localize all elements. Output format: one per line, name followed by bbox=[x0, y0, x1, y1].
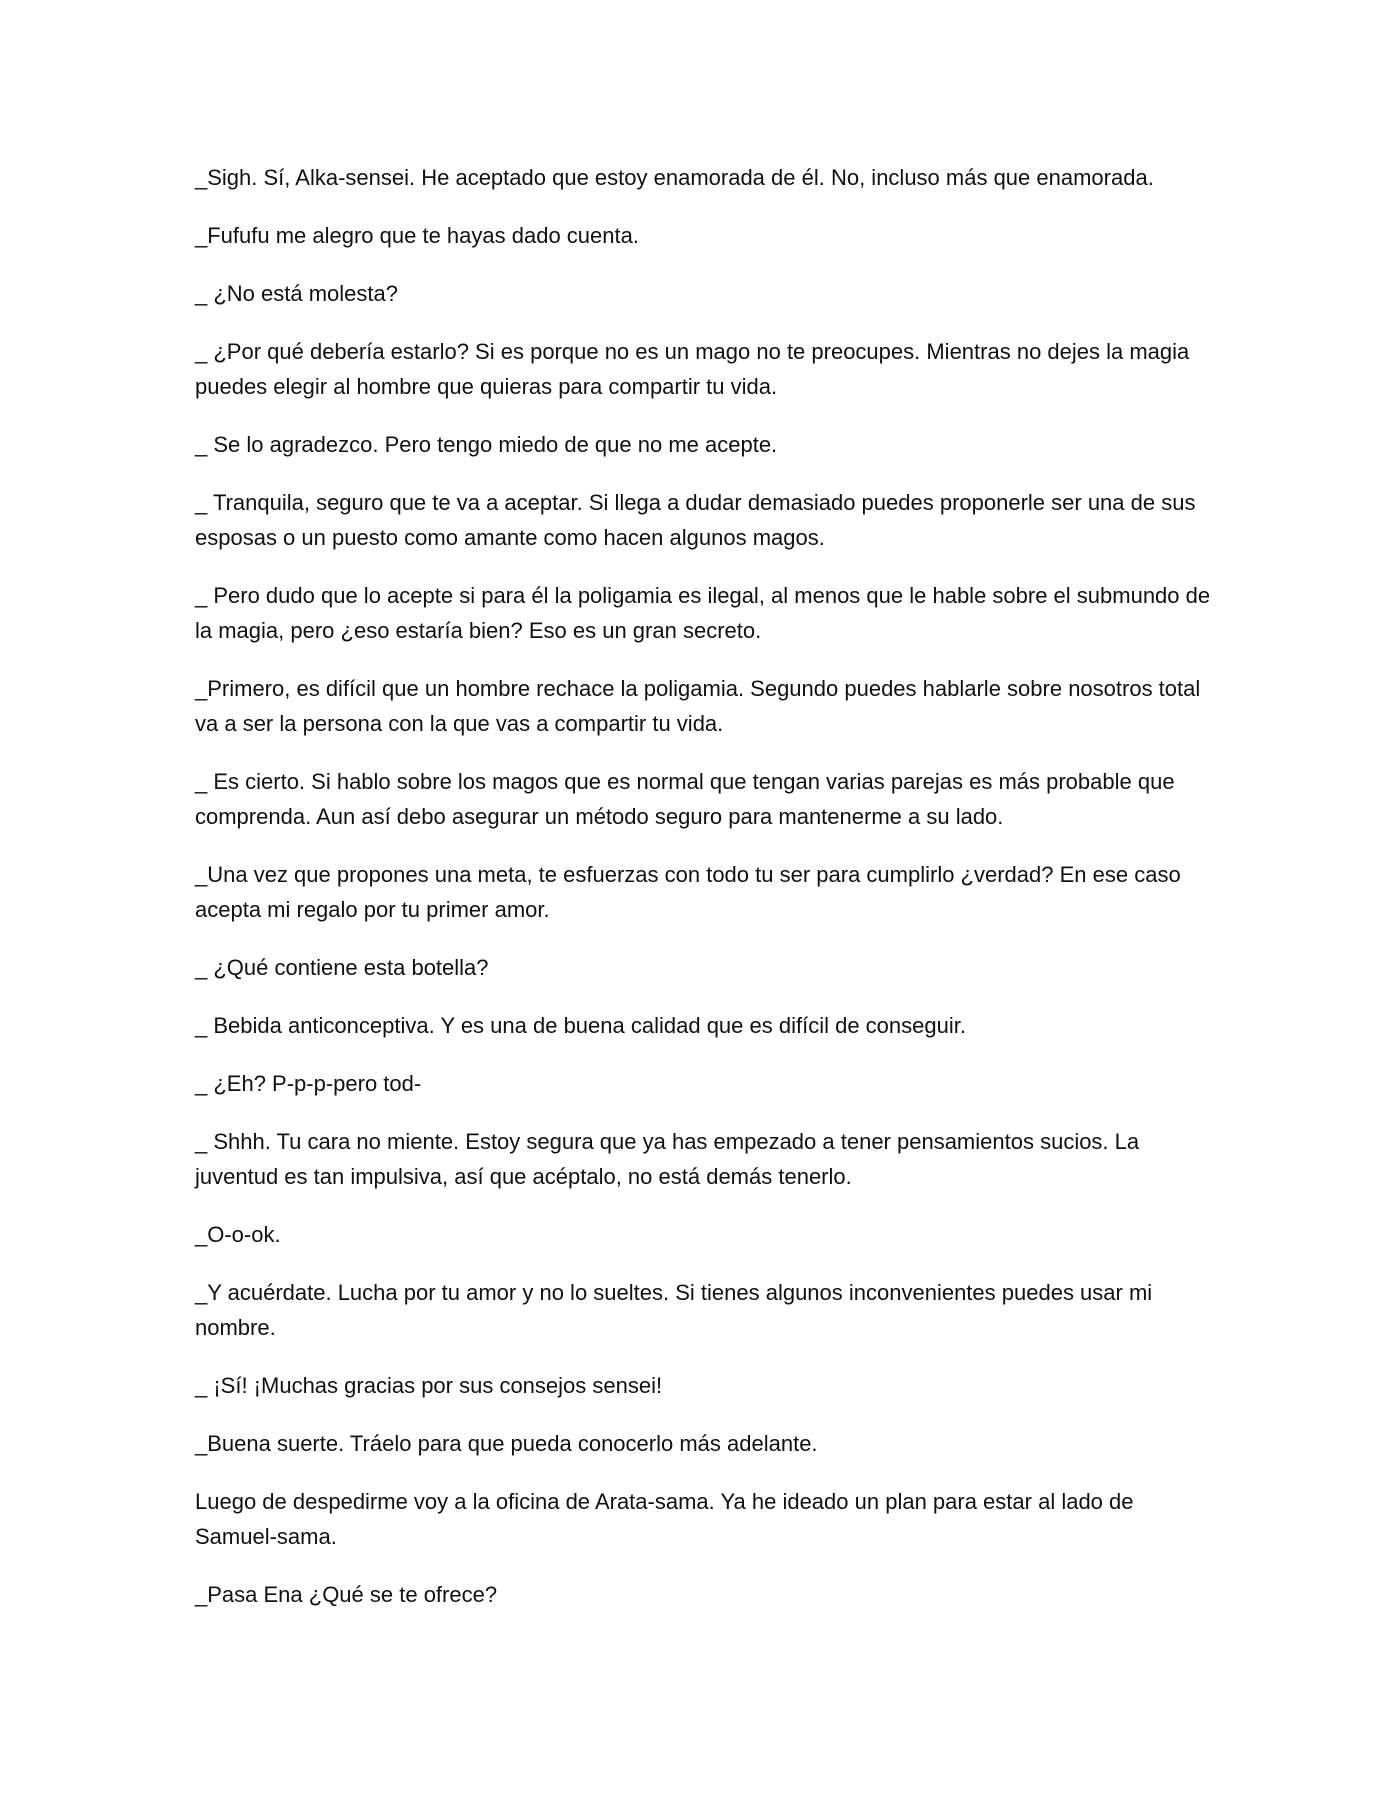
paragraph: _Sigh. Sí, Alka-sensei. He aceptado que estoy enamorada de él. No, incluso más que enamorada. bbox=[195, 165, 1154, 190]
paragraph: _ ¿Por qué debería estarlo? Si es porque no es un mago no te preocupes. Mientras no dejes la magia puedes elegir al hombre que quieras para compartir tu vida. bbox=[195, 339, 1190, 399]
paragraph: _ ¿Qué contiene esta botella? bbox=[195, 955, 489, 980]
paragraph: _Una vez que propones una meta, te esfuerzas con todo tu ser para cumplirlo ¿verdad? En ese caso acepta mi regalo por tu primer amor. bbox=[195, 862, 1181, 922]
paragraph: _ Bebida anticonceptiva. Y es una de buena calidad que es difícil de conseguir. bbox=[195, 1013, 966, 1038]
paragraph: _Buena suerte. Tráelo para que pueda conocerlo más adelante. bbox=[195, 1431, 818, 1456]
paragraph: _ Shhh. Tu cara no miente. Estoy segura que ya has empezado a tener pensamientos sucios. La juventud es tan impulsiva, así que acéptalo, no está demás tenerlo. bbox=[195, 1129, 1140, 1189]
paragraph: _ Pero dudo que lo acepte si para él la poligamia es ilegal, al menos que le hable sobre el submundo de la magia, pero ¿eso estaría bien? Eso es un gran secreto. bbox=[195, 583, 1211, 643]
document-body bbox=[195, 160, 1215, 1635]
paragraph: _Y acuérdate. Lucha por tu amor y no lo sueltes. Si tienes algunos inconvenientes puedes usar mi nombre. bbox=[195, 1280, 1153, 1340]
paragraph: _ ¿Eh? P-p-p-pero tod- bbox=[195, 1071, 422, 1096]
paragraph: _ Se lo agradezco. Pero tengo miedo de que no me acepte. bbox=[195, 432, 778, 457]
paragraph: _ Es cierto. Si hablo sobre los magos que es normal que tengan varias parejas es más probable que comprenda. Aun así debo asegurar un método seguro para mantenerme a su lado. bbox=[195, 769, 1175, 829]
paragraph: _ ¡Sí! ¡Muchas gracias por sus consejos sensei! bbox=[195, 1373, 663, 1398]
paragraph: _ ¿No está molesta? bbox=[195, 281, 398, 306]
paragraph: _Fufufu me alegro que te hayas dado cuenta. bbox=[195, 223, 639, 248]
paragraph: _O-o-ok. bbox=[195, 1222, 281, 1247]
paragraph: _Pasa Ena ¿Qué se te ofrece? bbox=[195, 1582, 498, 1607]
paragraph: Luego de despedirme voy a la oficina de Arata-sama. Ya he ideado un plan para estar al lado de Samuel-sama. bbox=[195, 1489, 1134, 1549]
paragraph: _ Tranquila, seguro que te va a aceptar. Si llega a dudar demasiado puedes proponerle ser una de sus esposas o un puesto como amante como hacen algunos magos. bbox=[195, 490, 1196, 550]
paragraph: _Primero, es difícil que un hombre rechace la poligamia. Segundo puedes hablarle sobre nosotros total va a ser la persona con la que vas a compartir tu vida. bbox=[195, 676, 1201, 736]
